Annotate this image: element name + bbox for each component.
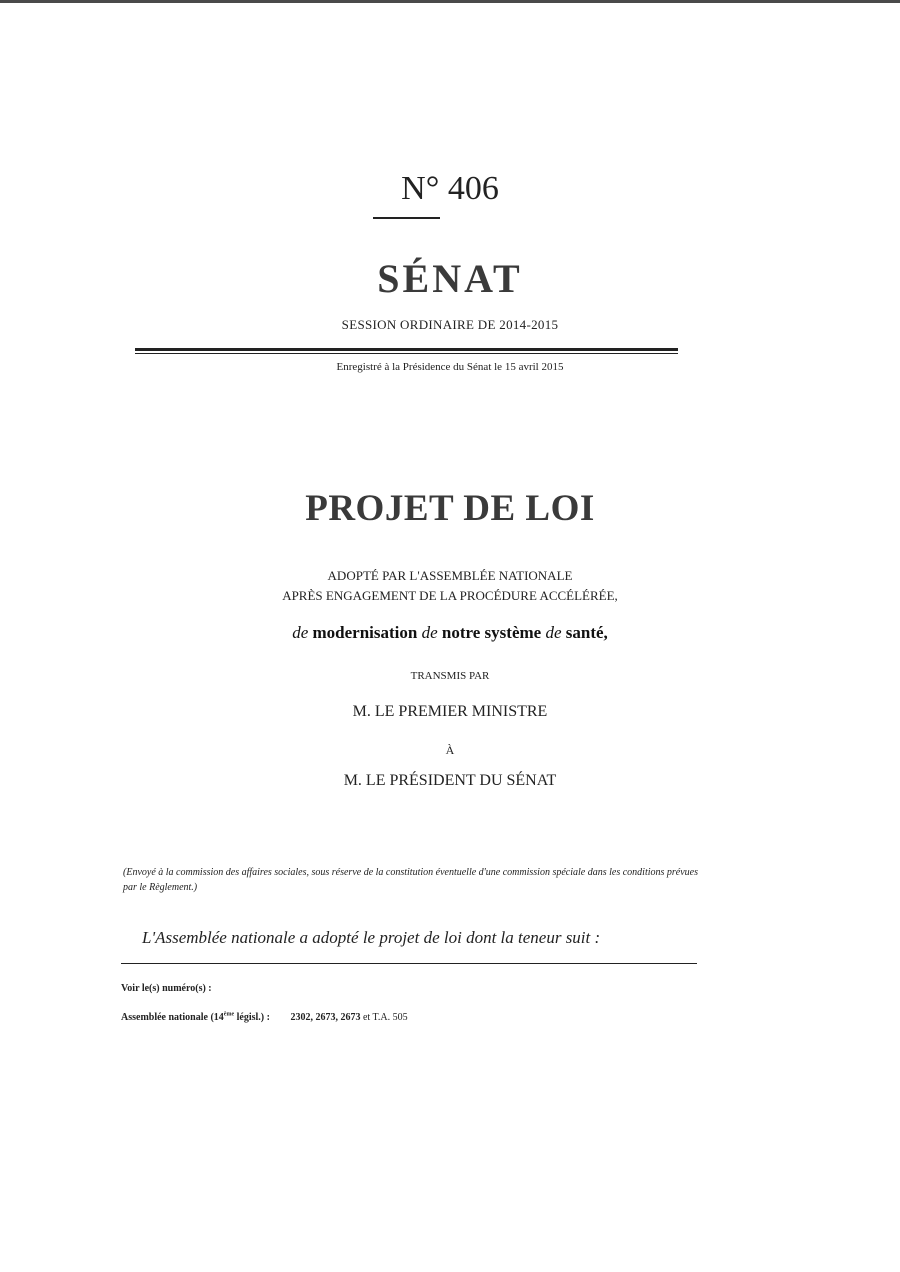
committee-note: (Envoyé à la commission des affaires sociales, sous réserve de la constitution éventuelle d'une commission spéciale dans les conditions prévues par le Règlement.) <box>123 867 698 893</box>
subject-word-6: santé, <box>565 623 608 642</box>
transmitted-by-label: TRANSMIS PAR <box>410 670 490 682</box>
adopted-line-1: ADOPTÉ PAR L'ASSEMBLÉE NATIONALE <box>327 568 573 583</box>
subject-word-5: de <box>545 623 562 642</box>
document-number: N° 406 <box>401 170 499 207</box>
adoption-statement: L'Assemblée nationale a adopté le projet de loi dont la teneur suit : <box>142 928 601 947</box>
top-border-rule <box>0 0 900 3</box>
header-rule-thin <box>135 353 678 354</box>
separator-rule <box>121 963 697 964</box>
subject-word-4: notre système <box>441 623 542 642</box>
see-numbers-label: Voir le(s) numéro(s) : <box>121 983 212 994</box>
assembly-label <box>121 1012 270 1023</box>
adopted-line-2: APRÈS ENGAGEMENT DE LA PROCÉDURE ACCÉLÉRÉE, <box>282 588 618 603</box>
subject-word-1: de <box>292 623 309 642</box>
ta-number: T.A. 505 <box>372 1012 408 1024</box>
chamber-title: SÉNAT <box>377 256 523 301</box>
document-numbers: 2302, 2673, 2673 <box>290 1012 361 1024</box>
bill-subject <box>0 623 900 643</box>
session-line: SESSION ORDINAIRE DE 2014-2015 <box>341 317 559 332</box>
to-label: À <box>445 743 455 757</box>
sender-minister: M. LE PREMIER MINISTRE <box>352 703 548 720</box>
assembly-reference <box>121 1012 408 1023</box>
header-rule-thick <box>135 348 678 351</box>
recipient-president: M. LE PRÉSIDENT DU SÉNAT <box>343 772 557 789</box>
numbers-and: et <box>360 1012 373 1024</box>
subject-word-2: modernisation <box>312 623 418 642</box>
assembly-label-start: Assemblée nationale (14 <box>121 1012 224 1024</box>
registration-date: Enregistré à la Présidence du Sénat le 15 avril 2015 <box>336 361 564 373</box>
assembly-numbers <box>290 1012 407 1023</box>
assembly-label-sup: ème <box>223 1012 235 1018</box>
bill-title: PROJET DE LOI <box>305 488 595 529</box>
subject-word-3: de <box>421 623 438 642</box>
adoption-block <box>0 566 900 606</box>
assembly-label-end: législ.) : <box>234 1012 270 1024</box>
number-underline <box>373 217 440 219</box>
